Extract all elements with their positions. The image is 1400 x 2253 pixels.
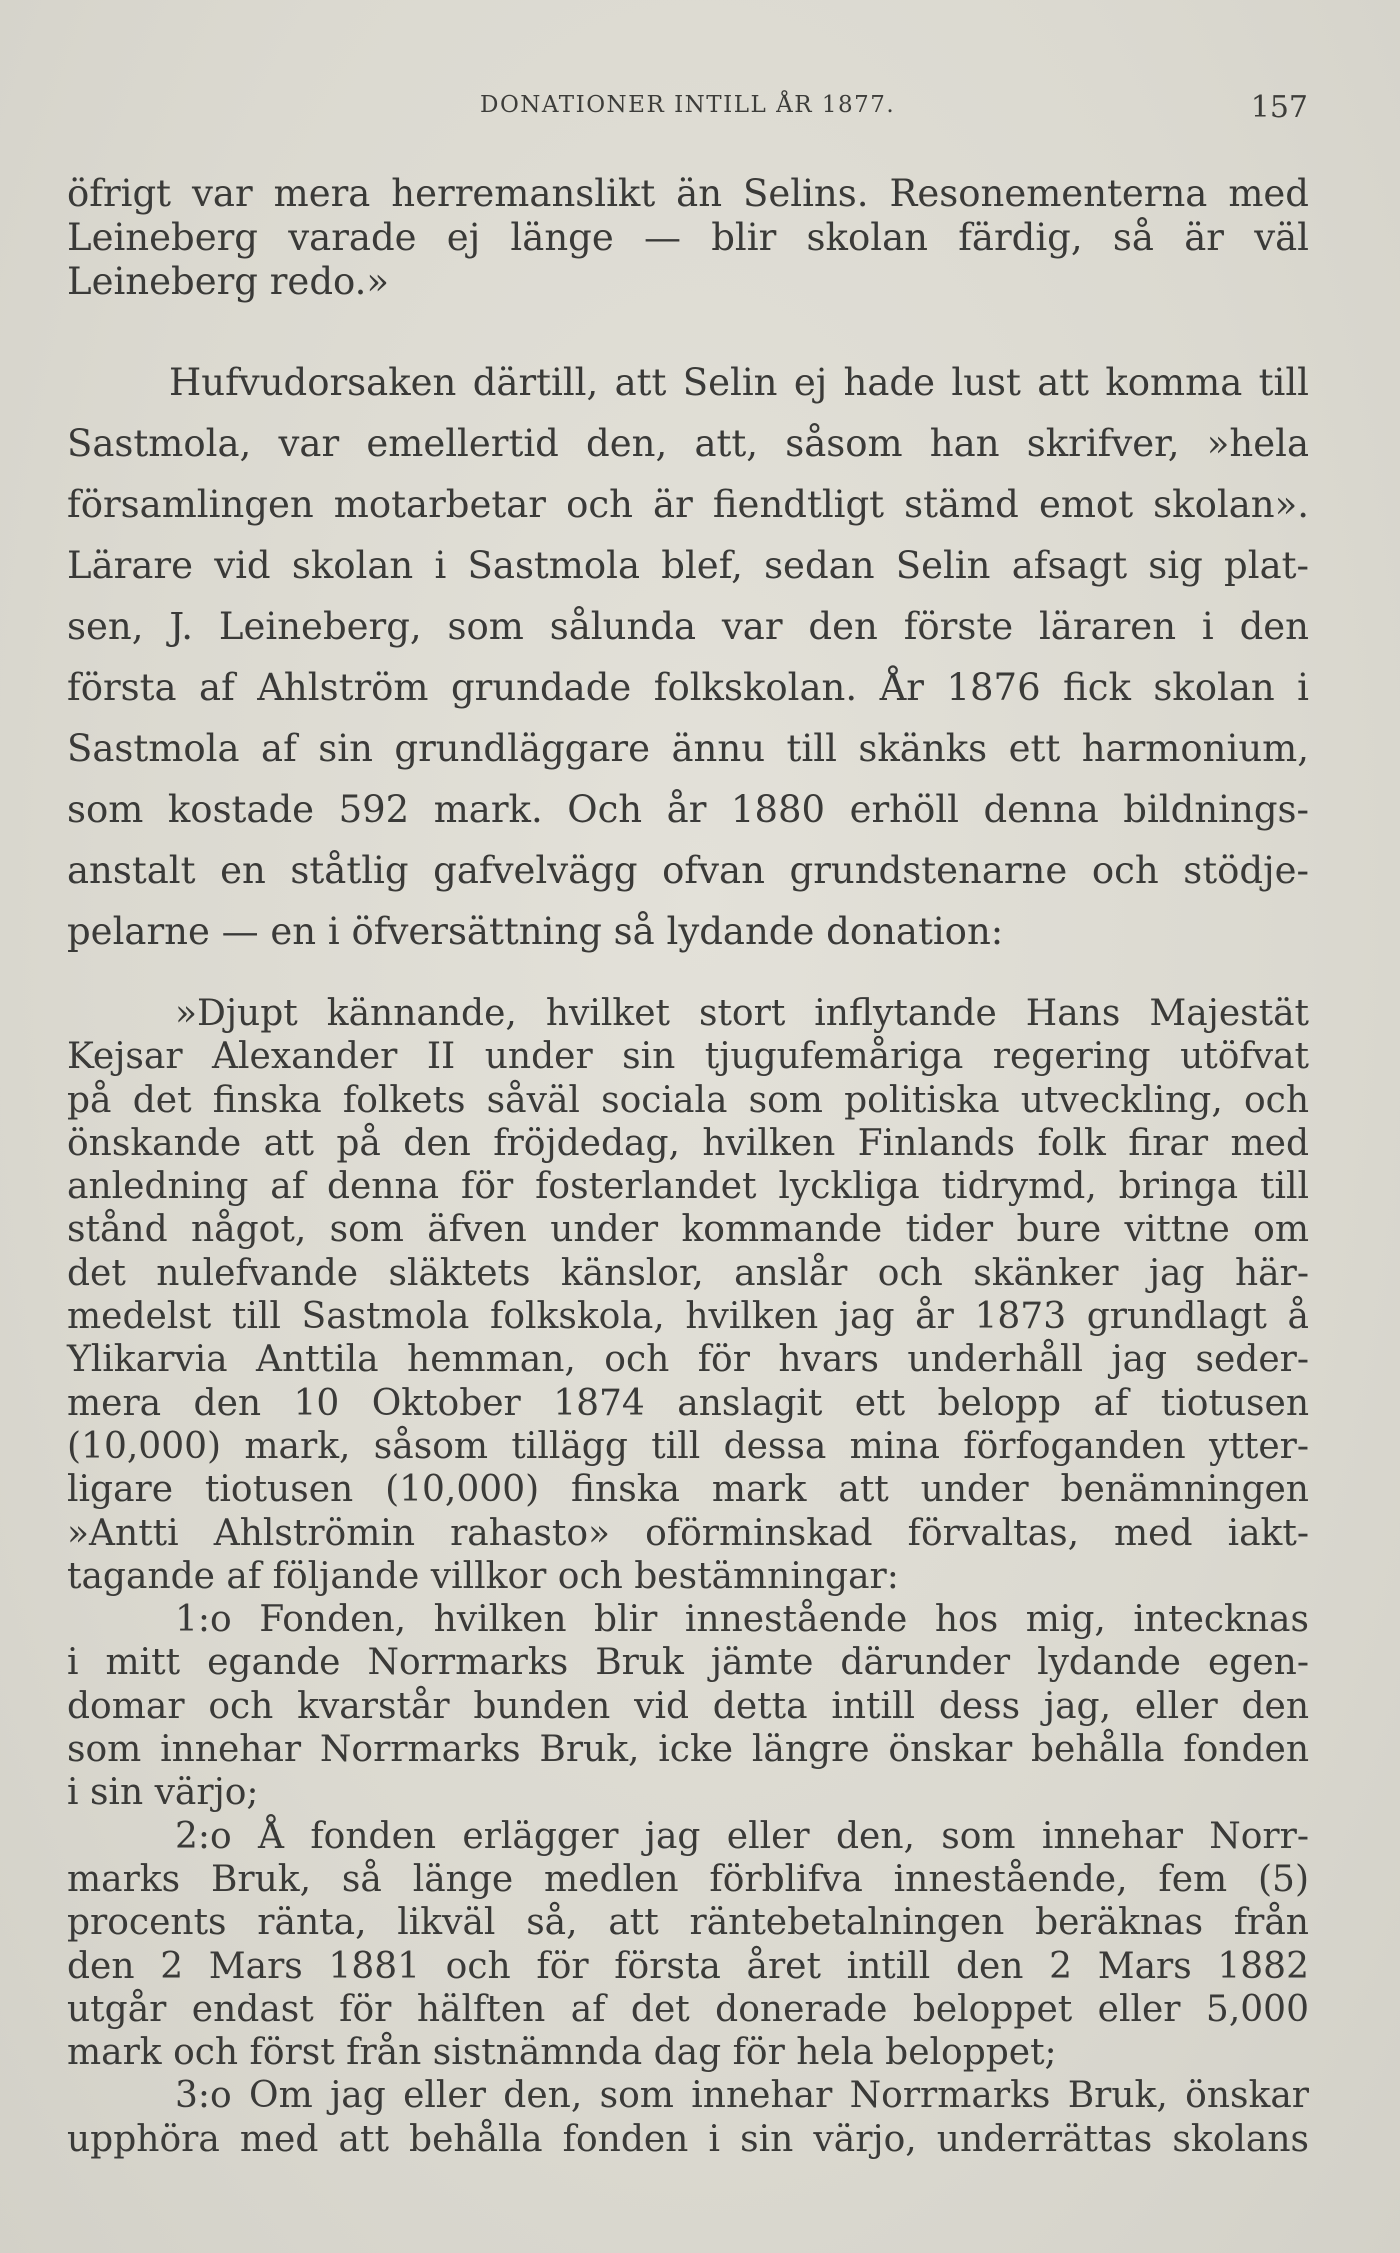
- text-line: Hufvudorsaken därtill, att Selin ej hade lust att komma till: [169, 361, 1309, 404]
- text-line: församlingen motarbetar och är fiendtligt stämd emot skolan».: [67, 483, 1309, 526]
- quote-line: domar och kvarstår bunden vid detta intill dess jag, eller den: [67, 1685, 1309, 1727]
- quote-line: upphöra med att behålla fonden i sin värjo, underrättas skolans: [67, 2118, 1309, 2160]
- quote-line: anledning af denna för fosterlandet lyckliga tidrymd, bringa till: [67, 1166, 1309, 1208]
- quote-line: mera den 10 Oktober 1874 anslagit ett belopp af tiotusen: [67, 1382, 1309, 1424]
- text-line: sen, J. Leineberg, som sålunda var den förste läraren i den: [67, 605, 1309, 648]
- paragraph-continuation: [67, 172, 1309, 304]
- quote-line: Kejsar Alexander II under sin tjugufemåriga regering utöfvat: [67, 1036, 1309, 1078]
- quote-line: i mitt egande Norrmarks Bruk jämte därunder lydande egen-: [67, 1642, 1309, 1684]
- quote-line: stånd något, som äfven under kommande tider bure vittne om: [67, 1209, 1309, 1251]
- quote-line: Ylikarvia Anttila hemman, och för hvars underhåll jag seder-: [67, 1339, 1309, 1381]
- quote-line: önskande att på den fröjdedag, hvilken Finlands folk firar med: [67, 1122, 1309, 1164]
- quote-line: 2:o Å fonden erlägger jag eller den, som innehar Norr-: [175, 1815, 1309, 1857]
- running-title: DONATIONER INTILL ÅR 1877.: [480, 92, 896, 118]
- text-line: Sastmola, var emellertid den, att, såsom han skrifver, »hela: [67, 422, 1309, 465]
- page-number: 157: [1250, 90, 1308, 125]
- quote-line: som innehar Norrmarks Bruk, icke längre önskar behålla fonden: [67, 1729, 1309, 1771]
- text-line: Leineberg redo.»: [67, 260, 390, 303]
- quote-line: mark och först från sistnämnda dag för hela beloppet;: [67, 2032, 1057, 2074]
- text-line: första af Ahlström grundade folkskolan. År 1876 fick skolan i: [67, 666, 1309, 709]
- quote-line: ligare tiotusen (10,000) finska mark att under benämningen: [67, 1469, 1309, 1511]
- quote-line: tagande af följande villkor och bestämningar:: [67, 1555, 899, 1597]
- text-line: anstalt en ståtlig gafvelvägg ofvan grundstenarne och stödje-: [67, 849, 1309, 892]
- quote-line: på det finska folkets såväl sociala som politiska utveckling, och: [67, 1079, 1309, 1121]
- quote-line: utgår endast för hälften af det donerade beloppet eller 5,000: [67, 1988, 1309, 2030]
- paragraph-main: [67, 352, 1309, 962]
- quote-line: 3:o Om jag eller den, som innehar Norrmarks Bruk, önskar: [175, 2075, 1309, 2117]
- quote-line: 1:o Fonden, hvilken blir innestående hos mig, intecknas: [175, 1599, 1309, 1641]
- quote-line: procents ränta, likväl så, att räntebetalningen beräknas från: [67, 1902, 1309, 1944]
- quote-line: »Antti Ahlströmin rahasto» oförminskad förvaltas, med iakt-: [67, 1512, 1309, 1554]
- quote-line: »Djupt kännande, hvilket stort inflytande Hans Majestät: [175, 993, 1309, 1034]
- quote-line: (10,000) mark, såsom tillägg till dessa mina förfoganden ytter-: [67, 1425, 1309, 1467]
- text-line: pelarne — en i öfversättning så lydande donation:: [67, 910, 1004, 953]
- quote-line: i sin värjo;: [67, 1772, 259, 1814]
- text-line: Leineberg varade ej länge — blir skolan färdig, så är väl: [67, 216, 1309, 259]
- quote-line: det nulefvande släktets känslor, anslår och skänker jag här-: [67, 1252, 1309, 1294]
- text-line: Lärare vid skolan i Sastmola blef, sedan Selin afsagt sig plat-: [67, 544, 1309, 587]
- text-line: öfrigt var mera herremanslikt än Selins. Resonementerna med: [67, 172, 1309, 215]
- quote-line: medelst till Sastmola folkskola, hvilken jag år 1873 grundlagt å: [67, 1296, 1309, 1338]
- donation-quote: [67, 992, 1309, 2161]
- quote-line: marks Bruk, så länge medlen förblifva innestående, fem (5): [67, 1858, 1309, 1900]
- text-line: Sastmola af sin grundläggare ännu till skänks ett harmonium,: [67, 727, 1309, 770]
- text-line: som kostade 592 mark. Och år 1880 erhöll denna bildnings-: [67, 788, 1309, 831]
- quote-line: den 2 Mars 1881 och för första året intill den 2 Mars 1882: [67, 1945, 1309, 1987]
